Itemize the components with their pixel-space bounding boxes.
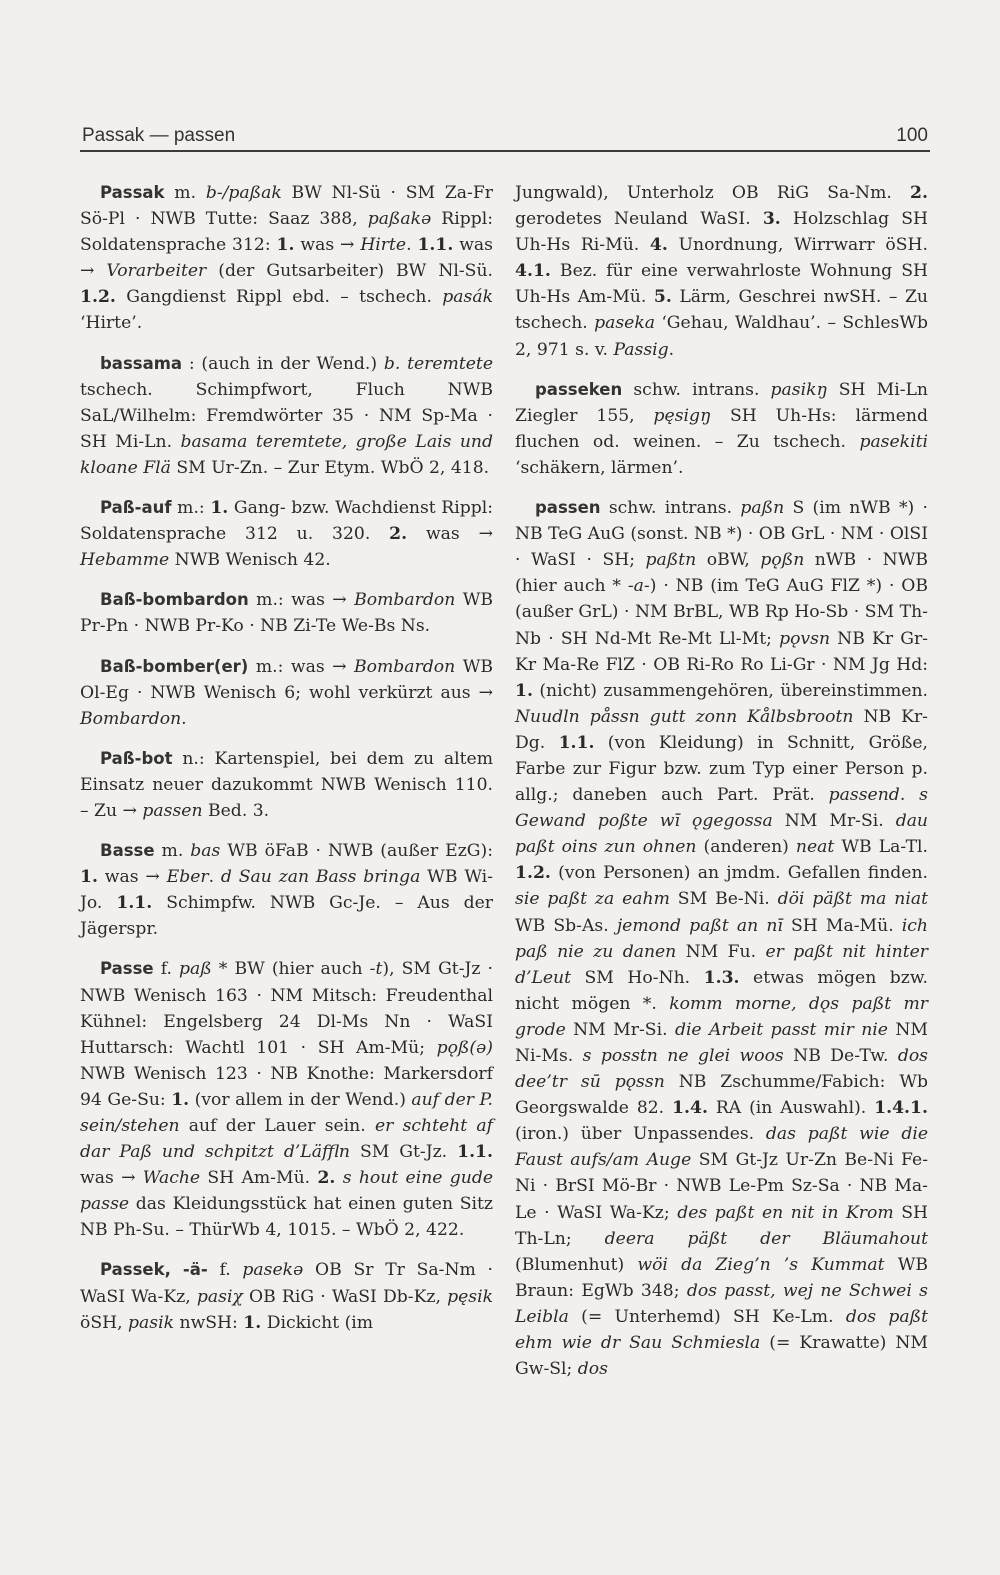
dictionary-entry	[80, 587, 493, 639]
entry-headword: passeken	[535, 379, 623, 399]
dictionary-entry	[80, 956, 493, 1243]
header-title: Passak — passen	[82, 125, 236, 146]
dictionary-entry	[80, 495, 493, 573]
dictionary-entry	[515, 377, 928, 481]
entry-body: m.: 1. Gang- bzw. Wachdienst Rippl: Soldatensprache 312 u. 320. 2. was → Hebamme NWB Wenisch 42.	[80, 498, 493, 571]
entry-headword: bassama	[100, 353, 183, 373]
entry-body: m.: was → Bombardon WB Ol-Eg · NWB Wenisch 6; wohl verkürzt aus → Bombardon.	[80, 656, 493, 729]
dictionary-entry	[80, 351, 493, 481]
dictionary-entry	[80, 654, 493, 732]
entry-headword: Paß-bot	[100, 748, 173, 768]
entry-body: m.: was → Bombardon WB Pr-Pn · NWB Pr-Ko · NB Zi-Te We-Bs Ns.	[80, 590, 494, 637]
entry-body: f. paß * BW (hier auch -t), SM Gt-Jz · NWB Wenisch 163 · NM Mitsch: Freudenthal Kühnel: Engelsberg 24 Dl-Ms Nn · WaSI Huttarsch: Wachtl 101 · SH Am-Mü; pǫß(ə) NWB Wenisch 123 · NB Knothe: Markersdorf 94 Ge-Su: 1. (vor allem in der Wend.) auf der P. sein/stehen auf der Lauer sein. er schteht af dar Paß und schpitzt d’Läffln SM Gt-Jz. 1.1. was → Wache SH Am-Mü. 2. s hout eine gude passe das Kleidungsstück hat einen guten Sitz NB Ph-Su. – ThürWb 4, 1015. – WbÖ 2, 422.	[80, 959, 493, 1241]
entry-body: schw. intrans. pasikŋ SH Mi-Ln Ziegler 155, pęsigŋ SH Uh-Hs: lärmend fluchen od. weinen. – Zu tschech. pasekiti ‘schäkern, lärmen’.	[515, 379, 928, 478]
entry-body: Jungwald), Unterholz OB RiG Sa-Nm. 2. gerodetes Neuland WaSI. 3. Holzschlag SH Uh-Hs Ri-Mü. 4. Unordnung, Wirrwarr öSH. 4.1. Bez. für eine verwahrloste Wohnung SH Uh-Hs Am-Mü. 5. Lärm, Geschrei nwSH. – Zu tschech. paseka ‘Gehau, Waldhau’. – SchlesWb 2, 971 s. v. Passig.	[515, 183, 929, 360]
entry-body: m. bas WB öFaB · NWB (außer EzG): 1. was → Eber. d Sau zan Bass bringa WB Wi-Jo. 1.1. Schimpfw. NWB Gc-Je. – Aus der Jägerspr.	[80, 841, 493, 940]
page-number: 100	[896, 125, 928, 146]
dictionary-entry	[80, 180, 493, 337]
entry-headword: passen	[535, 498, 601, 518]
entry-body: f. pasekə OB Sr Tr Sa-Nm · WaSI Wa-Kz, pasiχ OB RiG · WaSI Db-Kz, pęsik öSH, pasik nwSH: 1. Dickicht (im	[80, 1260, 493, 1333]
dictionary-entry	[80, 838, 493, 942]
entry-headword: Passek, -ä-	[100, 1260, 208, 1280]
entry-headword: Baß-bomber(er)	[100, 656, 249, 676]
entry-body: m. b-/paßak BW Nl-Sü · SM Za-Fr Sö-Pl · NWB Tutte: Saaz 388, paßakə Rippl: Soldatensprache 312: 1. was → Hirte. 1.1. was → Vorarbeiter (der Gutsarbeiter) BW Nl-Sü. 1.2. Gangdienst Rippl ebd. – tschech. pasák ‘Hirte’.	[80, 183, 493, 334]
entry-headword: Paß-auf	[100, 498, 172, 518]
right-column	[515, 180, 928, 1396]
entry-headword: Passe	[100, 959, 154, 979]
entry-body: schw. intrans. paßn S (im nWB *) · NB TeG AuG (sonst. NB *) · OB GrL · NM · OlSI · WaSI · SH; paßtn oBW, pǫßn nWB · NWB (hier auch * -a-) · NB (im TeG AuG FlZ *) · OB (außer GrL) · NM BrBL, WB Rp Ho-Sb · SM Th-Nb · SH Nd-Mt Re-Mt Ll-Mt; pǫvsn NB Kr Gr-Kr Ma-Re FlZ · OB Ri-Ro Ro Li-Gr · NM Jg Hd: 1. (nicht) zusammengehören, übereinstimmen. Nuudln påssn gutt zonn Kålbsbrootn NB Kr-Dg. 1.1. (von Kleidung) in Schnitt, Größe, Farbe zur Figur bzw. zum Typ einer Person p. allg.; daneben auch Part. Prät. passend. s Gewand poßte wī ǫgegossa NM Mr-Si. dau paßt oins zun ohnen (anderen) neat WB La-Tl. 1.2. (von Personen) an jmdm. Gefallen finden. sie paßt za eahm SM Be-Ni. döi päßt ma niat WB Sb-As. jemond paßt an nī SH Ma-Mü. ich paß nie zu danen NM Fu. er paßt nit hinter d’Leut SM Ho-Nh. 1.3. etwas mögen bzw. nicht mögen *. komm morne, dǫs paßt mr grode NM Mr-Si. die Arbeit passt mir nie NM Ni-Ms. s posstn ne glei woos NB De-Tw. dos dee’tr sū pǫssn NB Zschumme/Fabich: Wb Georgswalde 82. 1.4. RA (in Auswahl). 1.4.1. (iron.) über Unpassendes. das paßt wie die Faust aufs/am Auge SM Gt-Jz Ur-Zn Be-Ni Fe-Ni · BrSI Mö-Br · NWB Le-Pm Sz-Sa · NB Ma-Le · WaSI Wa-Kz; des paßt en nit in Krom SH Th-Ln; deera päßt der Bläumahout (Blumenhut) wöi da Zieg’n ’s Kummat WB Braun: EgWb 348; dos passt, wej ne Schwei s Leibla (= Unterhemd) SH Ke-Lm. dos paßt ehm wie dr Sau Schmiesla (= Krawatte) NM Gw-Sl; dos	[515, 498, 929, 1380]
dictionary-entry	[80, 1257, 493, 1335]
entry-body: n.: Kartenspiel, bei dem zu altem Einsatz neuer dazukommt NWB Wenisch 110. – Zu → passen Bed. 3.	[80, 748, 493, 821]
left-column	[80, 180, 493, 1350]
dictionary-entry	[80, 746, 493, 824]
dictionary-entry	[515, 495, 928, 1382]
entry-body: : (auch in der Wend.) b. teremtete tschech. Schimpfwort, Fluch NWB SaL/Wilhelm: Fremdwörter 35 · NM Sp-Ma · SH Mi-Ln. basama teremtete, große Lais und kloane Flä SM Ur-Zn. – Zur Etym. WbÖ 2, 418.	[80, 353, 494, 478]
entry-headword: Baß-bombardon	[100, 590, 249, 610]
running-header	[80, 120, 930, 152]
dictionary-entry	[515, 180, 928, 363]
entry-headword: Passak	[100, 183, 165, 202]
entry-headword: Basse	[100, 841, 155, 861]
